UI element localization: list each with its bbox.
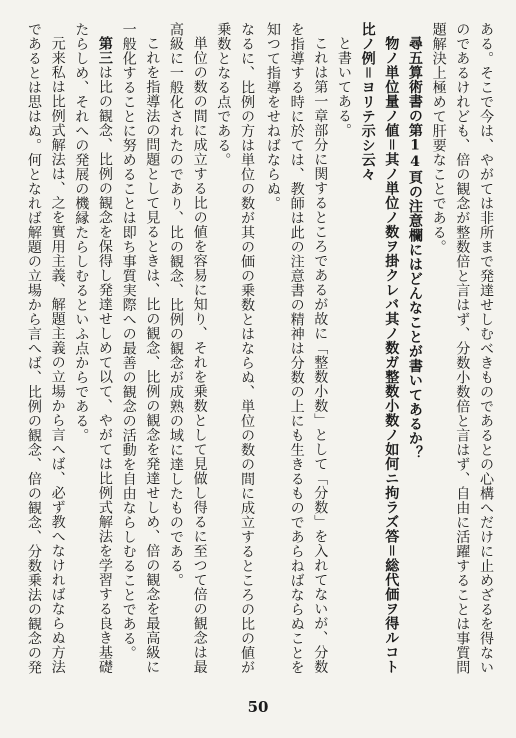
- paragraph: なるに、比例の方は単位の数が其の価の乗数とはならぬ、単位の数の間に成立するところの比の値が乗数となる点である。: [215, 22, 255, 675]
- quoted-note: 物ノ単位量ノ値＝其ノ単位ノ数ヲ掛クレバ其ノ数ガ整数小数ノ如何ニ拘ラズ答＝総代価ヲ得ルコト比ノ例＝ヨリテ示シ云々: [359, 22, 400, 675]
- paragraph: と書いてある。: [335, 36, 352, 138]
- paragraph: は比の観念、比例の観念を保得し発達せしめて以て、やがては比例式解法を学習する良き基礎たらしめ、それへの発展の機縁たらしむるといふ点からである。: [73, 22, 113, 675]
- paragraph: 単位の数の間に成立する比の値を容易に知り、それを乗数として見做し得るに至つて倍の観念は最高級に一般化されたのであり、比の観念、比例の観念が成熟の域に達したものである。: [167, 22, 208, 675]
- left-text-column: [18, 22, 258, 686]
- section-label: 第三: [96, 36, 113, 66]
- page-number: 50: [247, 698, 269, 716]
- right-text-column: [261, 22, 497, 686]
- paragraph: 元来私は比例式解法は、之を實用主義、解題主義の立場から言へば、必ず教へなければならぬ方法であるとは思はぬ。何となれば解題の立場から言へば、比例の観念、倍の観念、分数乗法の観念の発: [25, 22, 66, 675]
- paragraph: これは第一章部分に関するところであるが故に「整数小数」として「分数」を入れてないが、分数を指導する時に於ては、教師は此の注意書の精神は分数の上にも生きるものであらねばならぬことを知つて指導をせねばならぬ。: [264, 22, 329, 675]
- paragraph: これを指導法の問題として見るときは、比の観念、比例の観念を発達せしめ、倍の観念を最高級に一般化することに努めることは即ち事質実際への最善の観念の活動を自由ならしむることである。: [120, 22, 161, 675]
- paragraph: ある。そこで今は、やがては非所まで発達せしむべきものであるとの心構へだけに止めざるを得ないのであるけれども、倍の観念が整数倍と言はず、分数小数倍と言はず、自由に活躍することは事質問題解決上極めて肝要なことである。: [430, 22, 494, 675]
- section-paragraph: [69, 22, 116, 686]
- question-heading: 尋五算術書の第14頁の注意欄にはどんなことが書いてあるか？: [406, 36, 423, 461]
